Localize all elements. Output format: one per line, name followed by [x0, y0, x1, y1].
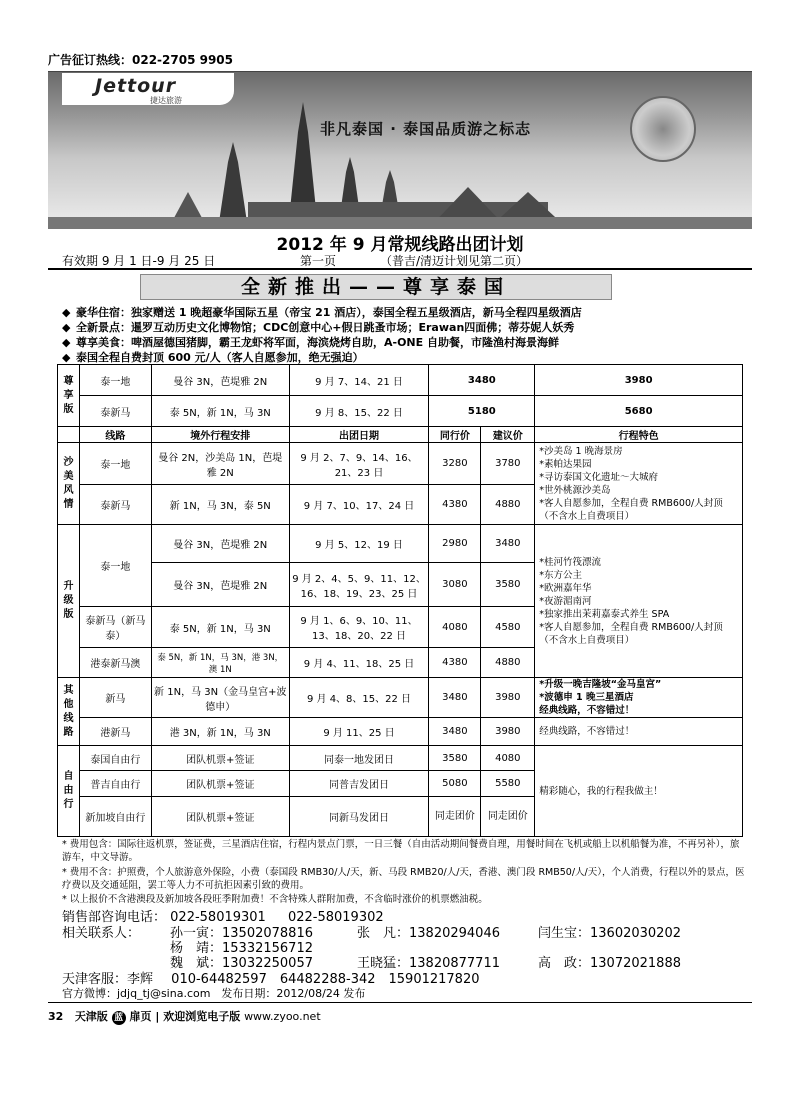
brand-seal-icon: [630, 96, 696, 162]
route-cell: 新马: [79, 678, 151, 718]
features-cell: *桂河竹筏漂流 *东方公主 *欧洲嘉年华 *夜游湄南河 *独家推出茉莉嘉泰式养生 SPA *客人自愿参加，全程自费 RMB600/人封顶（不含水上自费项目）: [535, 525, 743, 678]
page-note: （普吉/清迈计划见第二页）: [380, 254, 529, 268]
route-cell: 港泰新马澳: [79, 648, 151, 678]
table-row: [58, 718, 743, 746]
page-footer: 32 天津版 蓝 扉页 | 欢迎浏览电子版 www.zyoo.net: [48, 1010, 321, 1023]
peer-price-cell: 3580: [429, 746, 481, 771]
ad-hotline: 广告征订热线：022-2705 9905: [48, 53, 234, 67]
itinerary-cell: 曼谷 3N，芭堤雅 2N: [151, 563, 289, 607]
retail-price-cell: 4580: [481, 607, 535, 648]
route-cell: 港新马: [79, 718, 151, 746]
retail-price-cell: 3780: [481, 443, 535, 485]
section-label: 其他线路: [58, 678, 80, 746]
header-peer: 同行价: [429, 427, 481, 443]
route-cell: 泰一地: [79, 525, 151, 607]
features-cell: *升级一晚吉隆坡“金马皇宫” *波德申 1 晚三星酒店 经典线路，不容错过！: [535, 678, 743, 718]
page-title: 2012 年 9 月常规线路出团计划: [276, 235, 524, 255]
table-header: [58, 427, 743, 443]
page-number: 第一页: [300, 254, 337, 268]
dates-cell: 同新马发团日: [289, 797, 429, 837]
itinerary-cell: 团队机票+签证: [151, 797, 289, 837]
retail-price-cell: 3480: [481, 525, 535, 563]
peer-price-cell: 4080: [429, 607, 481, 648]
retail-price-cell: 3980: [481, 678, 535, 718]
route-cell: 泰一地: [79, 443, 151, 485]
table-row: [58, 396, 743, 427]
diamond-icon: ◆: [62, 351, 71, 364]
dates-cell: 9 月 2、4、5、9、11、12、16、18、19、23、25 日: [289, 563, 429, 607]
retail-price-cell: 4880: [481, 648, 535, 678]
validity-period: 有效期 9 月 1 日-9 月 25 日: [62, 254, 216, 268]
retail-price-cell: 同走团价: [481, 797, 535, 837]
dates-cell: 9 月 8、15、22 日: [289, 396, 429, 427]
note-surcharge: * 以上报价不含港澳段及新加坡各段旺季附加费！不含特殊人群附加费，不含临时涨价的机票燃油税。: [62, 894, 488, 905]
dates-cell: 9 月 5、12、19 日: [289, 525, 429, 563]
dates-cell: 同普吉发团日: [289, 771, 429, 797]
dates-cell: 9 月 4、8、15、22 日: [289, 678, 429, 718]
route-cell: 普吉自由行: [79, 771, 151, 797]
staff-contact: 王晓猛：13820877711: [357, 956, 500, 971]
dates-cell: 同泰一地发团日: [289, 746, 429, 771]
header-features: 行程特色: [535, 427, 743, 443]
promo-feature: ◆ 尊享美食：啤酒屋德国猪脚，霸王龙虾将军面，海滨烧烤自助，A-ONE 自助餐，市隆渔村海景海鲜: [62, 336, 559, 349]
itinerary-cell: 团队机票+签证: [151, 771, 289, 797]
features-cell: *沙美岛 1 晚海景房 *素帕达果园 *寻访泰国文化遗址～大城府 *世外桃源沙美岛 *客人自愿参加，全程自费 RMB600/人封顶（不含水上自费项目）: [535, 443, 743, 525]
itinerary-cell: 港 3N，新 1N，马 3N: [151, 718, 289, 746]
route-cell: 泰新马: [79, 485, 151, 525]
features-cell: 精彩随心，我的行程我做主！: [535, 746, 743, 837]
table-row: [58, 678, 743, 718]
peer-price-cell: 5080: [429, 771, 481, 797]
table-row: [58, 365, 743, 396]
banner-slogan: 非凡泰国 · 泰国品质游之标志: [320, 120, 532, 138]
itinerary-cell: 泰 5N，新 1N，马 3N: [151, 396, 289, 427]
weibo-info: 官方微博：jdjq_tj@sina.com 发布日期：2012/08/24 发布: [62, 987, 366, 1000]
promo-feature: ◆ 豪华住宿：独家赠送 1 晚超豪华国际五星（帝宝 21 酒店），泰国全程五星级酒店，新马全程四星级酒店: [62, 306, 582, 319]
promo-banner: 全新推出——尊享泰国: [140, 274, 612, 300]
section-label: 自由行: [58, 746, 80, 837]
section-label: 沙美风情: [58, 443, 80, 525]
dates-cell: 9 月 7、10、17、24 日: [289, 485, 429, 525]
peer-price-cell: 4380: [429, 485, 481, 525]
table-row: [58, 443, 743, 485]
peer-price-cell: 3480: [429, 678, 481, 718]
route-cell: 泰国自由行: [79, 746, 151, 771]
section-label: 升级版: [58, 525, 80, 678]
retail-price-cell: 5580: [481, 771, 535, 797]
peer-price-cell: 4380: [429, 648, 481, 678]
jettour-logo-sub: 捷达旅游: [150, 96, 182, 105]
staff-contact: 张 凡：13820294046: [357, 926, 500, 941]
retail-price-cell: 3580: [481, 563, 535, 607]
jettour-logo: Jettour: [95, 75, 177, 97]
peer-price-cell: 3280: [429, 443, 481, 485]
divider: [48, 268, 752, 270]
note-included: * 费用包含：国际往返机票，签证费，三星酒店住宿，行程内景点门票，一日三餐（自由活动期间餐费自理，用餐时间在飞机或船上以机船餐为准，不再另补），旅游车，中文导游。: [62, 839, 740, 863]
itinerary-cell: 新 1N，马 3N（金马皇宫+波德申）: [151, 678, 289, 718]
diamond-icon: ◆: [62, 306, 71, 319]
itinerary-cell: 曼谷 3N，芭堤雅 2N: [151, 365, 289, 396]
staff-label: 相关联系人：: [62, 926, 141, 941]
dates-cell: 9 月 2、7、9、14、16、21、23 日: [289, 443, 429, 485]
retail-price-cell: 4880: [481, 485, 535, 525]
header-itinerary: 境外行程安排: [151, 427, 289, 443]
tour-price-table: [57, 364, 743, 837]
staff-contact: 高 政：13072021888: [538, 956, 681, 971]
promo-feature: ◆ 泰国全程自费封顶 600 元/人（客人自愿参加，绝无强迫）: [62, 351, 364, 364]
itinerary-cell: 泰 5N，新 1N，马 3N: [151, 607, 289, 648]
diamond-icon: ◆: [62, 321, 71, 334]
route-cell: 泰新马: [79, 396, 151, 427]
staff-contact: 闫生宝：13602030202: [538, 926, 681, 941]
features-cell: 经典线路，不容错过！: [535, 718, 743, 746]
badge-icon: 蓝: [112, 1011, 126, 1025]
dates-cell: 9 月 4、11、18、25 日: [289, 648, 429, 678]
staff-contact: 魏 斌：13032250057: [170, 956, 313, 971]
peer-price-cell: 3480: [429, 718, 481, 746]
divider: [48, 1002, 752, 1003]
sales-contact: 销售部咨询电话： 022-58019301 022-58019302: [62, 910, 384, 925]
peer-price-cell: 5180: [429, 396, 535, 427]
staff-contact: 杨 靖：15332156712: [170, 941, 313, 956]
table-row: [58, 746, 743, 771]
itinerary-cell: 曼谷 2N，沙美岛 1N，芭堤雅 2N: [151, 443, 289, 485]
promo-feature: ◆ 全新景点：暹罗互动历史文化博物馆；CDC创意中心+假日跳蚤市场；Erawan四面佛；蒂芬妮人妖秀: [62, 321, 575, 334]
dates-cell: 9 月 1、6、9、10、11、13、18、20、22 日: [289, 607, 429, 648]
header-dates: 出团日期: [289, 427, 429, 443]
peer-price-cell: 同走团价: [429, 797, 481, 837]
peer-price-cell: 3080: [429, 563, 481, 607]
dates-cell: 9 月 11、25 日: [289, 718, 429, 746]
table-row: [58, 525, 743, 563]
retail-price-cell: 5680: [535, 396, 743, 427]
diamond-icon: ◆: [62, 336, 71, 349]
dates-cell: 9 月 7、14、21 日: [289, 365, 429, 396]
itinerary-cell: 泰 5N，新 1N，马 3N，港 3N，澳 1N: [151, 648, 289, 678]
retail-price-cell: 3980: [481, 718, 535, 746]
route-cell: 泰新马（新马泰）: [79, 607, 151, 648]
route-cell: 泰一地: [79, 365, 151, 396]
section-label: 尊享版: [58, 365, 80, 427]
header-retail: 建议价: [481, 427, 535, 443]
retail-price-cell: 4080: [481, 746, 535, 771]
peer-price-cell: 2980: [429, 525, 481, 563]
retail-price-cell: 3980: [535, 365, 743, 396]
note-excluded: * 费用不含：护照费，个人旅游意外保险，小费（泰国段 RMB30/人/天，新、马段 RMB20/人/天，香港、澳门段 RMB50/人/天），个人消费，行程以外的景点，医疗费以及交通延阻，罢工等人力不可抗拒因素引致的费用。: [62, 867, 745, 891]
header-route: 线路: [79, 427, 151, 443]
itinerary-cell: 团队机票+签证: [151, 746, 289, 771]
itinerary-cell: 曼谷 3N，芭堤雅 2N: [151, 525, 289, 563]
staff-contact: 孙一寅：13502078816: [170, 926, 313, 941]
peer-price-cell: 3480: [429, 365, 535, 396]
route-cell: 新加坡自由行: [79, 797, 151, 837]
itinerary-cell: 新 1N，马 3N，泰 5N: [151, 485, 289, 525]
service-contact: 天津客服：李辉 010-64482597 64482288-342 15901217820: [62, 972, 480, 987]
site-link[interactable]: www.zyoo.net: [244, 1010, 321, 1023]
